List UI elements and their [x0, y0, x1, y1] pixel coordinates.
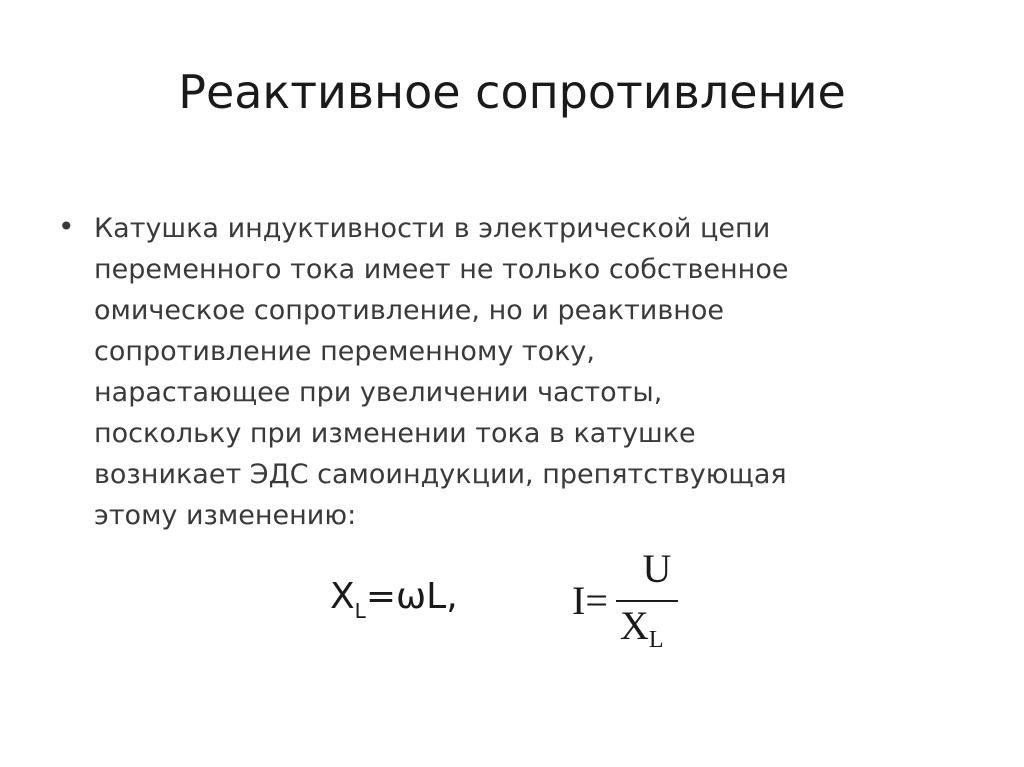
current-formula	[572, 548, 692, 658]
paragraph-text	[94, 208, 954, 536]
fraction-numerator: U	[642, 546, 672, 591]
paragraph-line: нарастающее при увеличении частоты,	[94, 377, 663, 408]
paragraph-line: этому изменению:	[94, 500, 357, 531]
denominator-subscript: L	[648, 627, 664, 653]
reactance-symbol: X	[330, 576, 355, 617]
fraction-denominator	[620, 603, 664, 655]
paragraph-line: омическое сопротивление, но и реактивное	[94, 295, 725, 326]
reactance-subscript: L	[354, 599, 366, 623]
paragraph-line: поскольку при изменении тока в катушке	[94, 418, 696, 449]
reactance-rhs: =ωL,	[365, 576, 458, 617]
paragraph-line: сопротивление переменному току,	[94, 336, 595, 367]
current-lhs: I=	[572, 578, 608, 623]
slide-title: Реактивное сопротивление	[178, 65, 846, 119]
paragraph-line: переменного тока имеет не только собственное	[94, 254, 789, 285]
fraction-bar	[616, 600, 678, 602]
bullet-dot-icon: •	[58, 210, 75, 243]
paragraph-line: возникает ЭДС самоиндукции, препятствующая	[94, 459, 787, 490]
denominator-symbol: X	[620, 603, 649, 648]
reactance-formula	[330, 575, 458, 623]
paragraph-line: Катушка индуктивности в электрической цепи	[94, 213, 771, 244]
